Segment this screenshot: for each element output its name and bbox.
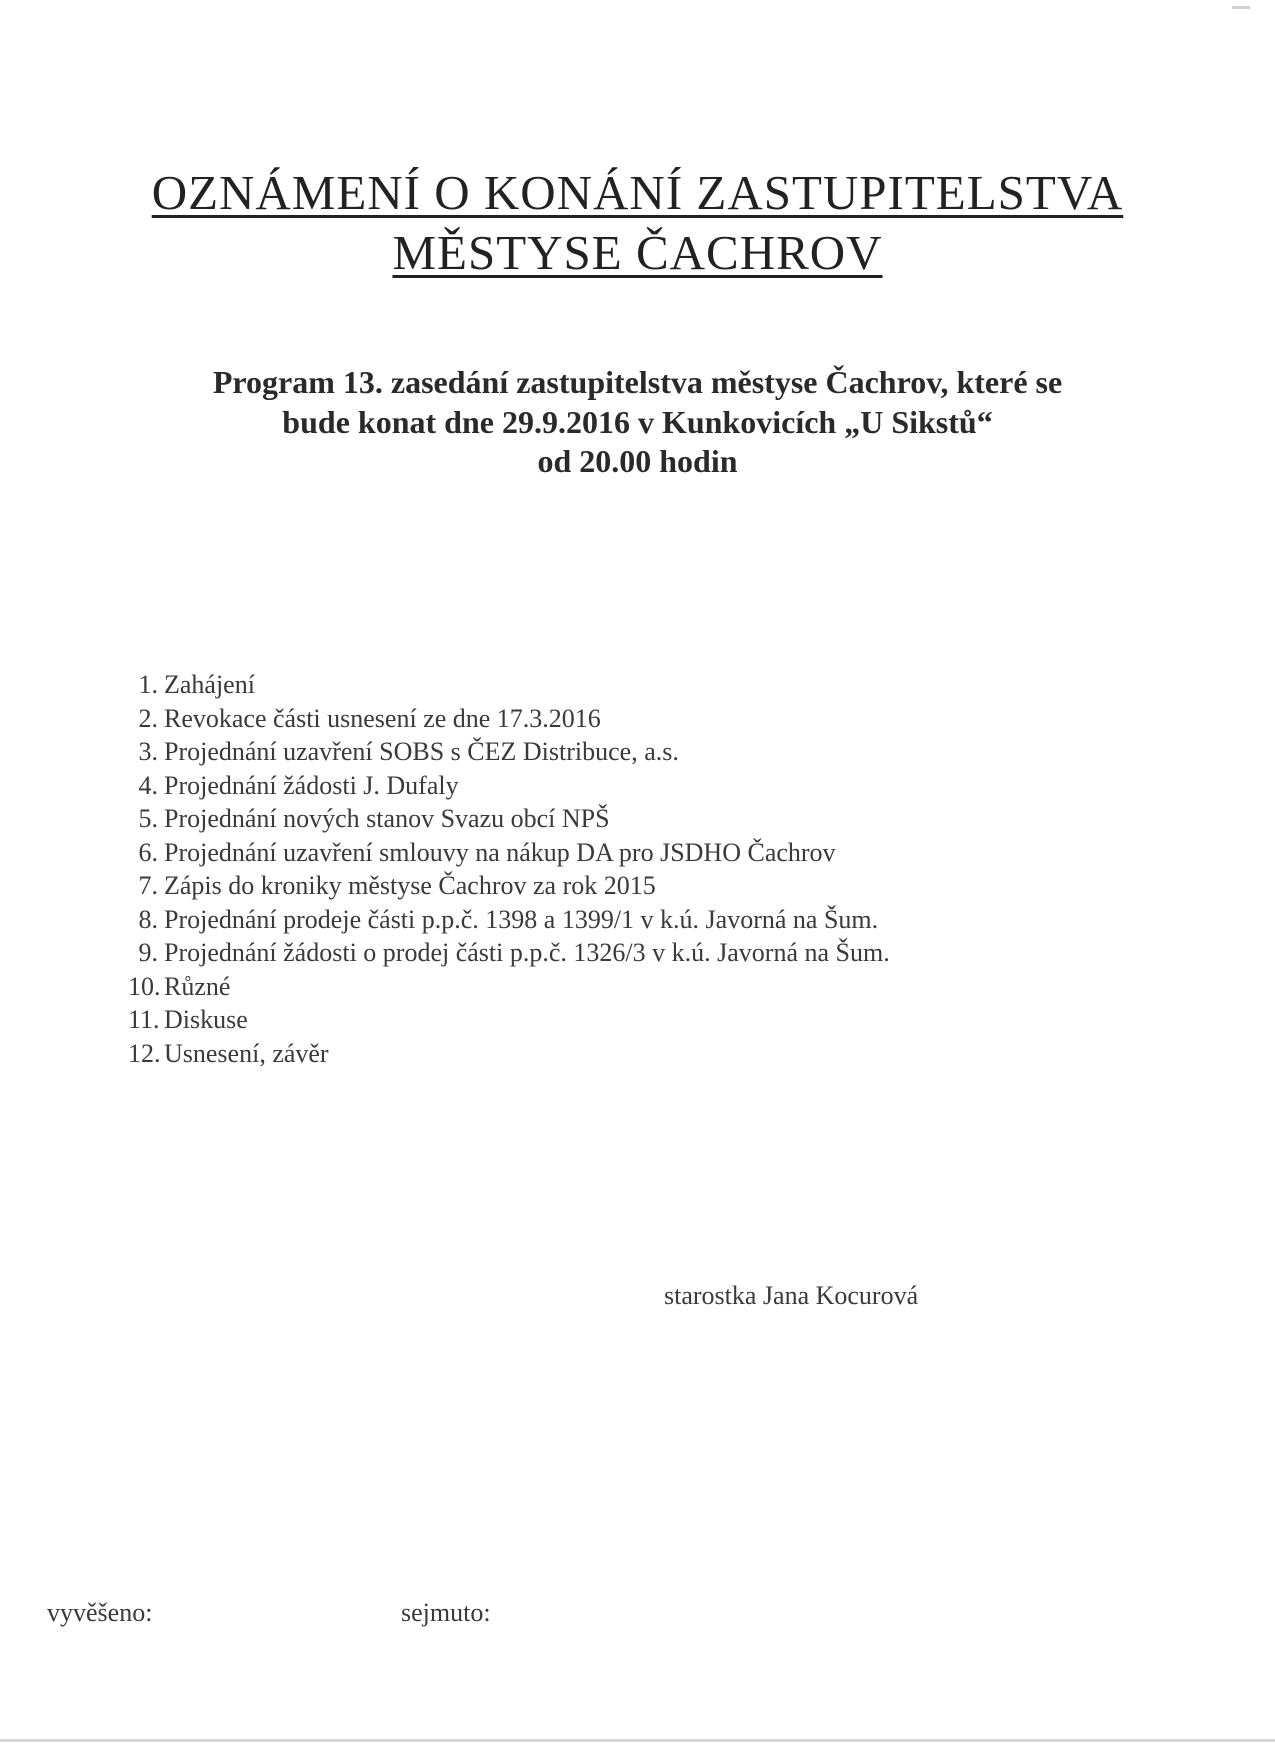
mayor-signature: starostka Jana Kocurová [664,1281,919,1310]
agenda-item [128,802,890,836]
agenda-item [128,970,890,1004]
agenda-item-number: 1. [138,670,158,699]
scan-bottom-edge [0,1739,1275,1742]
document-title [0,163,1275,223]
agenda-list [128,668,890,1070]
agenda-item-text: Projednání žádosti o prodej části p.p.č. 1326/3 v k.ú. Javorná na Šum. [164,938,890,967]
program-line-3: od 20.00 hodin [537,443,738,479]
agenda-item [128,769,890,803]
agenda-item-number: 3. [138,737,158,766]
document-title-2 [0,223,1275,283]
agenda-item-text: Projednání žádosti J. Dufaly [164,770,459,800]
agenda-item [128,1037,890,1071]
agenda-item [128,869,890,903]
removed-label: sejmuto: [401,1598,491,1627]
agenda-item-number: 12. [128,1038,161,1068]
agenda-item-text: Revokace části usnesení ze dne 17.3.2016 [164,703,601,733]
agenda-item-number: 7. [138,871,158,900]
title-line-1: OZNÁMENÍ O KONÁNÍ ZASTUPITELSTVA [151,165,1124,220]
agenda-item-text: Projednání uzavření smlouvy na nákup DA pro JSDHO Čachrov [164,837,836,867]
agenda-item-text: Různé [164,971,231,1001]
program-line-1: Program 13. zasedání zastupitelstva městyse Čachrov, které se [212,364,1063,400]
agenda-item-text: Usnesení, závěr [164,1038,329,1068]
agenda-item-text: Projednání uzavření SOBS s ČEZ Distribuce, a.s. [164,737,679,766]
agenda-item [128,1003,890,1037]
agenda-item [128,735,890,769]
agenda-item [128,668,890,702]
agenda-item [128,936,890,970]
agenda-item-text: Projednání prodeje části p.p.č. 1398 a 1399/1 v k.ú. Javorná na Šum. [164,904,879,934]
agenda-item-text: Diskuse [164,1005,248,1034]
agenda-item-number: 8. [138,904,158,934]
agenda-item [128,836,890,870]
agenda-item [128,903,890,937]
agenda-item-number: 11. [128,1005,160,1034]
scan-mark [1232,6,1250,9]
agenda-item-number: 4. [138,770,158,800]
agenda-item-number: 5. [138,804,158,833]
agenda-item-number: 2. [138,703,158,733]
agenda-item-number: 9. [138,938,158,967]
agenda-item-text: Zahájení [164,670,255,699]
title-line-2: MĚSTYSE ČACHROV [392,225,883,280]
program-line-2: bude konat dne 29.9.2016 v Kunkovicích „U Sikstů“ [282,404,993,440]
agenda-item [128,702,890,736]
agenda-item-text: Zápis do kroniky městyse Čachrov za rok 2015 [164,871,656,900]
agenda-item-number: 6. [138,837,158,867]
agenda-item-number: 10. [128,971,161,1001]
posted-label: vyvěšeno: [47,1598,153,1627]
agenda-item-text: Projednání nových stanov Svazu obcí NPŠ [164,804,610,833]
